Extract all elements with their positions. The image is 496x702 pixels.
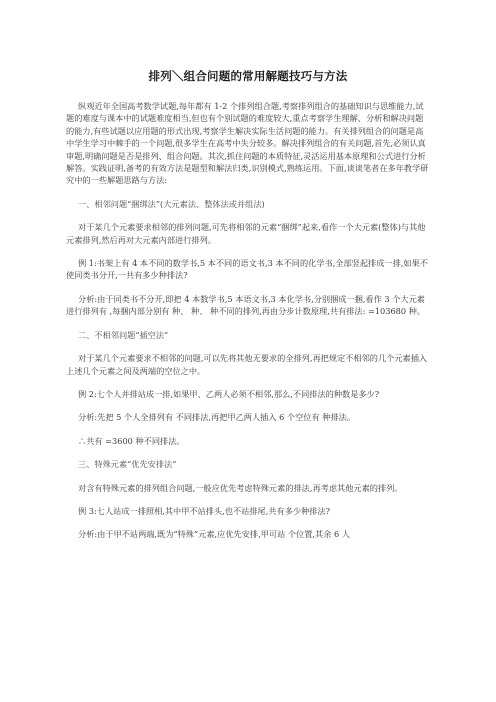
document-body — [66, 100, 430, 552]
section-2-description: 对于某几个元素要求不相邻的问题,可以先将其他无要求的全排列,再把规定不相邻的几个元素插入上述几个元素之间及两端的空位之中。 — [66, 353, 428, 376]
document-title: 排列＼组合问题的常用解题技巧与方法 — [148, 69, 348, 83]
example-2-result: ∴共有 =3600 种不同排法。 — [78, 435, 185, 446]
section-3-description: 对含有特殊元素的排列组合问题,一般应优先考虑特殊元素的排法,再考虑其他元素的排列。 — [78, 482, 403, 493]
section-heading-3: 三、特殊元素“优先安排法” — [78, 459, 177, 470]
section-heading-1: 一、相邻问题“捆绑法”(大元素法、整体法或并组法) — [78, 198, 265, 209]
example-2-analysis: 分析:先把 5 个人全排列有 不同排法,再把甲乙两人插入 6 个空位有 种排法。 — [78, 412, 356, 423]
example-3-analysis: 分析:由于甲不站两端,既为“特殊”元素,应优先安排,甲可站 个位置,其余 6 人 — [78, 529, 350, 540]
intro-paragraph: 纵观近年全国高考数学试题,每年都有 1-2 个排列组合题,考察排列组合的基础知识与思维能力,试题的难度与课本中的试题难度相当,但也有个别试题的难度较大,重点考察学生理解、分析和解决问题的能力,有些试题以应用题的形式出现,考察学生解决实际生活问题的能力。有关排列组合的问题是高中学生学习中棘手的一个问题,很多学生在高考中失分较多。解决排列组合的有关问题,首先,必须认真审题,明确问题是否是排列、组合问题。其次,抓住问题的本质特征,灵活运用基本原理和公式进行分析解答。实践证明,备考的有效方法是题型和解法归类,识别模式,熟练运用。下面,谈谈笔者在多年教学研究中的一些解题思路与方法: — [66, 101, 429, 186]
section-heading-2: 二、不相邻问题“插空法” — [78, 329, 169, 340]
example-3: 例 3:七人站成一排照相,其中甲不站排头,也不站排尾,共有多少种排法? — [78, 505, 331, 516]
section-1-description: 对于某几个元素要求相邻的排列问题,可先将相邻的元素“捆绑”起来,看作一个大元素(整体)与其他元素排列,然后再对大元素内部进行排列。 — [66, 222, 426, 245]
example-1-analysis: 分析:由于同类书不分开,即把 4 本数学书,5 本语文书,3 本化学书,分别捆成一捆,看作 3 个大元素进行排列有 ,每捆内部分别有 种、 种、 种不同的排列,再由分步计数原理,共有排法: =103680 种。 — [66, 293, 426, 317]
example-2: 例 2:七个人并排站成一排,如果甲、乙两人必须不相邻,那么,不同排法的种数是多少? — [78, 388, 380, 399]
example-1: 例 1:书架上有 4 本不同的数学书,5 本不同的语文书,3 本不同的化学书,全部竖起排成一排,如果不使同类书分开,一共有多少种排法? — [66, 258, 428, 281]
